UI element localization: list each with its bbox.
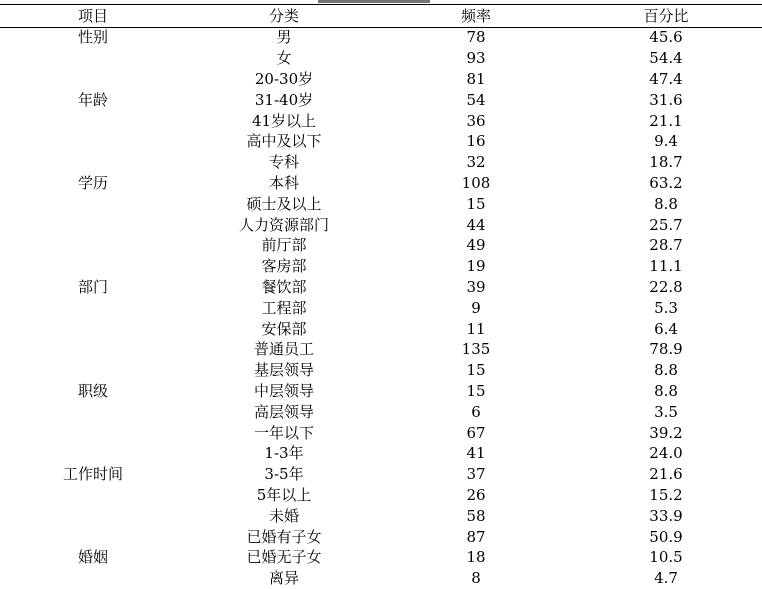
table-row [0, 173, 762, 194]
table-header-row [0, 5, 762, 27]
cell-frequency: 15 [466, 381, 486, 400]
cell-item: 年龄 [77, 90, 108, 109]
cell-category: 前厅部 [261, 236, 307, 255]
table-row [0, 381, 762, 402]
cell-frequency: 18 [466, 548, 486, 567]
table-row [0, 235, 762, 256]
cell-frequency: 108 [461, 173, 491, 192]
cell-frequency: 93 [466, 49, 486, 68]
cell-category: 高层领导 [253, 402, 314, 421]
cell-item [0, 110, 186, 131]
cell-frequency: 44 [466, 215, 486, 234]
cell-item: 性别 [77, 28, 108, 47]
cell-item [0, 526, 186, 547]
cell-category: 本科 [268, 173, 299, 192]
cell-item [0, 131, 186, 152]
cell-frequency: 49 [466, 236, 486, 255]
cell-category: 客房部 [261, 257, 307, 276]
cell-percent: 11.1 [649, 257, 683, 276]
table-row [0, 568, 762, 589]
cell-frequency: 54 [466, 90, 486, 109]
cell-item: 学历 [77, 173, 108, 192]
cell-category: 餐饮部 [261, 277, 307, 296]
table-row [0, 214, 762, 235]
cell-item [0, 318, 186, 339]
table-row [0, 485, 762, 506]
cell-item [0, 360, 186, 381]
table-row [0, 360, 762, 381]
cell-frequency: 6 [471, 402, 481, 421]
cell-frequency: 58 [466, 506, 486, 525]
table-row [0, 297, 762, 318]
table-row [0, 256, 762, 277]
cell-percent: 33.9 [649, 506, 683, 525]
cell-percent: 63.2 [649, 173, 683, 192]
cell-frequency: 81 [466, 69, 486, 88]
cell-percent: 25.7 [649, 215, 683, 234]
cell-frequency: 15 [466, 194, 486, 213]
cell-category: 3-5年 [264, 465, 304, 484]
cell-category: 41岁以上 [251, 111, 317, 130]
cell-percent: 4.7 [654, 569, 678, 588]
cell-frequency: 11 [466, 319, 486, 338]
table-row [0, 193, 762, 214]
cell-category: 离异 [268, 569, 299, 588]
cell-item [0, 443, 186, 464]
cell-item [0, 401, 186, 422]
table-row [0, 89, 762, 110]
cell-percent: 15.2 [649, 485, 683, 504]
table-row [0, 443, 762, 464]
cell-category: 普通员工 [253, 340, 314, 359]
table-row [0, 401, 762, 422]
cell-frequency: 36 [466, 111, 486, 130]
cell-percent: 8.8 [654, 381, 678, 400]
cell-frequency: 67 [466, 423, 486, 442]
cell-category: 已婚有子女 [246, 527, 322, 546]
cell-item [0, 214, 186, 235]
table-row [0, 464, 762, 485]
cell-item [0, 69, 186, 90]
caption-fragment [318, 0, 430, 3]
cell-percent: 8.8 [654, 361, 678, 380]
cell-item: 部门 [77, 277, 108, 296]
cell-item [0, 235, 186, 256]
cell-percent: 6.4 [654, 319, 678, 338]
cell-percent: 28.7 [649, 236, 683, 255]
cell-category: 1-3年 [264, 444, 304, 463]
header-category: 分类 [268, 7, 299, 25]
cell-percent: 10.5 [649, 548, 683, 567]
table-row [0, 110, 762, 131]
cell-item [0, 568, 186, 589]
cell-percent: 18.7 [649, 153, 683, 172]
cell-frequency: 135 [461, 340, 491, 359]
cell-frequency: 9 [471, 298, 481, 317]
cell-category: 基层领导 [253, 361, 314, 380]
cell-category: 31-40岁 [254, 90, 314, 109]
cell-category: 5年以上 [256, 485, 312, 504]
cell-category: 硕士及以上 [246, 194, 322, 213]
cell-item: 工作时间 [62, 465, 123, 484]
cell-frequency: 78 [466, 28, 486, 47]
cell-percent: 47.4 [649, 69, 683, 88]
cell-frequency: 87 [466, 527, 486, 546]
cell-frequency: 32 [466, 153, 486, 172]
cell-percent: 5.3 [654, 298, 678, 317]
table-body [0, 27, 762, 589]
cell-category: 人力资源部门 [238, 215, 329, 234]
cell-category: 男 [276, 28, 292, 47]
table-row [0, 339, 762, 360]
cell-percent: 50.9 [649, 527, 683, 546]
table-row [0, 152, 762, 173]
cell-frequency: 39 [466, 277, 486, 296]
cell-percent: 9.4 [654, 132, 678, 151]
cell-percent: 21.6 [649, 465, 683, 484]
cell-percent: 3.5 [654, 402, 678, 421]
cell-item [0, 422, 186, 443]
cell-category: 一年以下 [253, 423, 314, 442]
cell-item: 职级 [77, 381, 108, 400]
cell-frequency: 19 [466, 257, 486, 276]
cell-percent: 39.2 [649, 423, 683, 442]
table-row [0, 27, 762, 48]
cell-frequency: 41 [466, 444, 486, 463]
header-percent: 百分比 [643, 7, 689, 25]
cell-category: 女 [276, 49, 292, 68]
cell-category: 20-30岁 [254, 69, 314, 88]
header-item: 项目 [77, 7, 108, 25]
cell-item [0, 339, 186, 360]
cell-item [0, 505, 186, 526]
cell-category: 中层领导 [253, 381, 314, 400]
cell-item [0, 256, 186, 277]
header-frequency: 频率 [460, 7, 491, 25]
table-row [0, 422, 762, 443]
cell-item: 婚姻 [77, 548, 108, 567]
table-row [0, 318, 762, 339]
cell-percent: 21.1 [649, 111, 683, 130]
table-row [0, 48, 762, 69]
cell-percent: 45.6 [649, 28, 683, 47]
cell-item [0, 297, 186, 318]
cell-category: 安保部 [261, 319, 307, 338]
cell-item [0, 48, 186, 69]
cell-percent: 22.8 [649, 277, 683, 296]
cell-percent: 78.9 [649, 340, 683, 359]
cell-category: 高中及以下 [246, 132, 322, 151]
cell-item [0, 193, 186, 214]
cell-category: 工程部 [261, 298, 307, 317]
cell-percent: 8.8 [654, 194, 678, 213]
cell-category: 专科 [268, 153, 299, 172]
cell-frequency: 37 [466, 465, 486, 484]
cell-percent: 31.6 [649, 90, 683, 109]
cell-frequency: 8 [471, 569, 481, 588]
cell-percent: 54.4 [649, 49, 683, 68]
cell-percent: 24.0 [649, 444, 683, 463]
table-row [0, 505, 762, 526]
cell-item [0, 152, 186, 173]
cell-frequency: 26 [466, 485, 486, 504]
cell-category: 未婚 [268, 506, 299, 525]
table-row [0, 131, 762, 152]
table-row [0, 547, 762, 568]
table-row [0, 277, 762, 298]
demographics-table [0, 5, 762, 589]
table-row [0, 526, 762, 547]
cell-frequency: 15 [466, 361, 486, 380]
cell-category: 已婚无子女 [246, 548, 322, 567]
cell-item [0, 485, 186, 506]
cell-frequency: 16 [466, 132, 486, 151]
table-row [0, 69, 762, 90]
